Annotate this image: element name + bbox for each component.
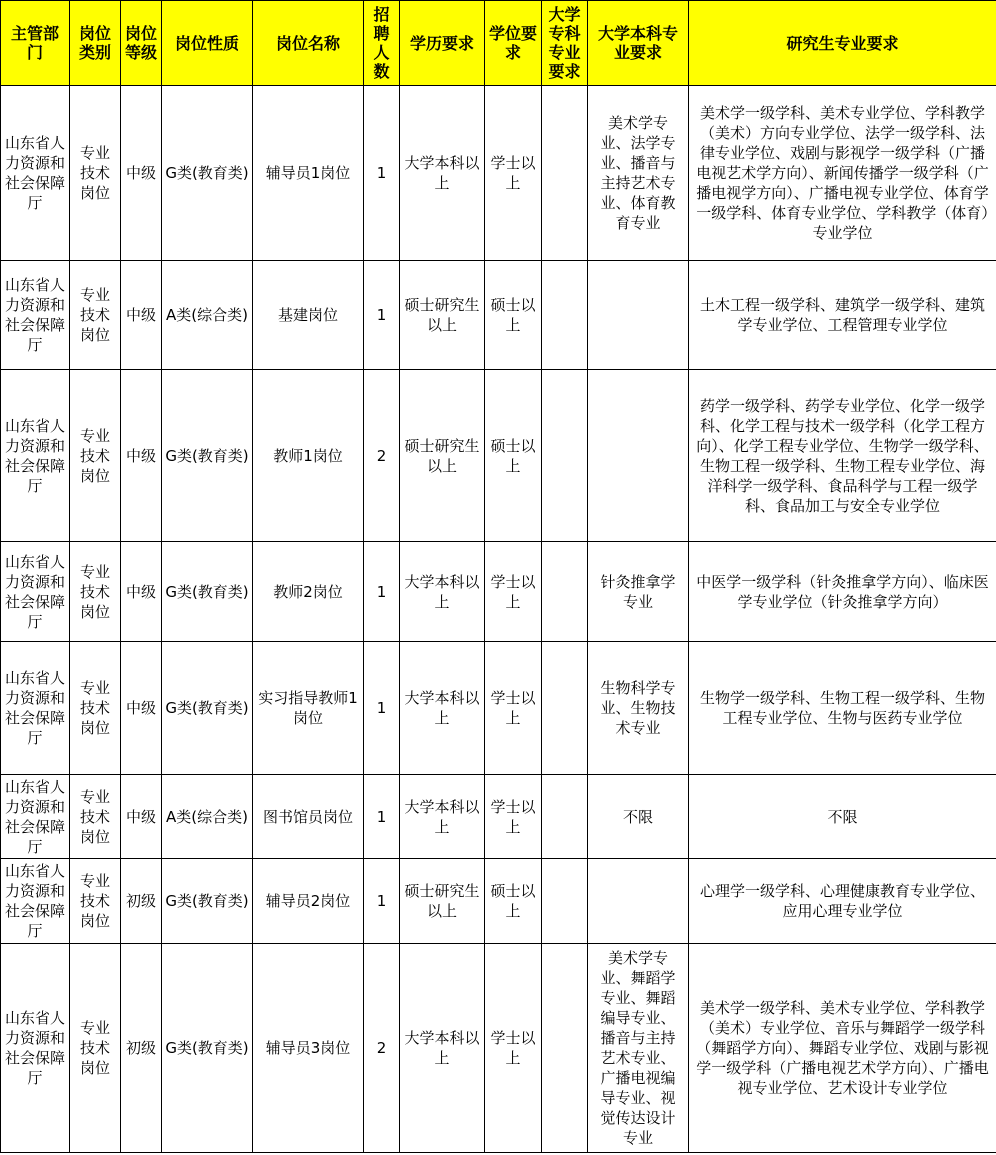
cell-category: 专业技术岗位 xyxy=(70,775,121,859)
cell-name: 基建岗位 xyxy=(253,261,364,370)
cell-category: 专业技术岗位 xyxy=(70,86,121,261)
cell-education: 大学本科以上 xyxy=(400,642,485,775)
cell-junior-major xyxy=(542,370,588,542)
cell-nature: G类(教育类) xyxy=(162,370,253,542)
header-level: 岗位等级 xyxy=(121,1,162,86)
cell-level: 中级 xyxy=(121,775,162,859)
cell-junior-major xyxy=(542,775,588,859)
cell-name: 图书馆员岗位 xyxy=(253,775,364,859)
cell-category: 专业技术岗位 xyxy=(70,370,121,542)
cell-name: 辅导员2岗位 xyxy=(253,859,364,944)
header-count: 招聘人数 xyxy=(364,1,400,86)
cell-nature: G类(教育类) xyxy=(162,859,253,944)
table-row xyxy=(1,370,996,542)
cell-education: 硕士研究生以上 xyxy=(400,859,485,944)
cell-graduate-major: 美术学一级学科、美术专业学位、学科教学（美术）专业学位、音乐与舞蹈学一级学科（舞蹈学方向）、舞蹈专业学位、戏剧与影视学一级学科（广播电视艺术学方向）、广播电视专业学位、艺术设计专业学位 xyxy=(689,944,996,1153)
cell-level: 中级 xyxy=(121,86,162,261)
cell-bachelor-major xyxy=(588,261,689,370)
cell-level: 中级 xyxy=(121,642,162,775)
cell-count: 1 xyxy=(364,86,400,261)
table-row xyxy=(1,775,996,859)
header-name: 岗位名称 xyxy=(253,1,364,86)
table-row xyxy=(1,542,996,642)
cell-name: 辅导员3岗位 xyxy=(253,944,364,1153)
cell-graduate-major: 不限 xyxy=(689,775,996,859)
cell-junior-major xyxy=(542,86,588,261)
cell-education: 硕士研究生以上 xyxy=(400,370,485,542)
cell-junior-major xyxy=(542,642,588,775)
header-education: 学历要求 xyxy=(400,1,485,86)
cell-bachelor-major xyxy=(588,859,689,944)
cell-dept: 山东省人力资源和社会保障厅 xyxy=(1,261,70,370)
cell-count: 1 xyxy=(364,542,400,642)
cell-degree: 硕士以上 xyxy=(485,859,542,944)
cell-bachelor-major: 不限 xyxy=(588,775,689,859)
cell-level: 中级 xyxy=(121,261,162,370)
cell-education: 大学本科以上 xyxy=(400,86,485,261)
cell-graduate-major: 中医学一级学科（针灸推拿学方向）、临床医学专业学位（针灸推拿学方向） xyxy=(689,542,996,642)
cell-dept: 山东省人力资源和社会保障厅 xyxy=(1,370,70,542)
cell-degree: 学士以上 xyxy=(485,542,542,642)
header-junior-major: 大学专科专业要求 xyxy=(542,1,588,86)
header-row xyxy=(1,1,996,86)
cell-degree: 学士以上 xyxy=(485,642,542,775)
cell-category: 专业技术岗位 xyxy=(70,944,121,1153)
cell-name: 实习指导教师1岗位 xyxy=(253,642,364,775)
cell-graduate-major: 心理学一级学科、心理健康教育专业学位、应用心理专业学位 xyxy=(689,859,996,944)
table-row xyxy=(1,261,996,370)
header-category: 岗位类别 xyxy=(70,1,121,86)
cell-nature: G类(教育类) xyxy=(162,944,253,1153)
cell-education: 硕士研究生以上 xyxy=(400,261,485,370)
header-graduate-major: 研究生专业要求 xyxy=(689,1,996,86)
cell-level: 中级 xyxy=(121,370,162,542)
header-degree: 学位要求 xyxy=(485,1,542,86)
cell-name: 辅导员1岗位 xyxy=(253,86,364,261)
cell-degree: 硕士以上 xyxy=(485,261,542,370)
cell-bachelor-major xyxy=(588,370,689,542)
cell-graduate-major: 药学一级学科、药学专业学位、化学一级学科、化学工程与技术一级学科（化学工程方向）、化学工程专业学位、生物学一级学科、生物工程一级学科、生物工程专业学位、海洋科学一级学科、食品科学与工程一级学科、食品加工与安全专业学位 xyxy=(689,370,996,542)
cell-degree: 硕士以上 xyxy=(485,370,542,542)
cell-category: 专业技术岗位 xyxy=(70,859,121,944)
cell-nature: A类(综合类) xyxy=(162,261,253,370)
cell-graduate-major: 美术学一级学科、美术专业学位、学科教学（美术）方向专业学位、法学一级学科、法律专业学位、戏剧与影视学一级学科（广播电视艺术学方向）、新闻传播学一级学科（广播电视学方向）、广播电视专业学位、体育学一级学科、体育专业学位、学科教学（体育）专业学位 xyxy=(689,86,996,261)
cell-junior-major xyxy=(542,261,588,370)
cell-dept: 山东省人力资源和社会保障厅 xyxy=(1,775,70,859)
cell-name: 教师2岗位 xyxy=(253,542,364,642)
cell-dept: 山东省人力资源和社会保障厅 xyxy=(1,859,70,944)
cell-count: 1 xyxy=(364,642,400,775)
table-row xyxy=(1,642,996,775)
table-row xyxy=(1,944,996,1153)
cell-count: 1 xyxy=(364,775,400,859)
cell-level: 初级 xyxy=(121,859,162,944)
cell-nature: A类(综合类) xyxy=(162,775,253,859)
table-row xyxy=(1,859,996,944)
cell-junior-major xyxy=(542,944,588,1153)
cell-graduate-major: 生物学一级学科、生物工程一级学科、生物工程专业学位、生物与医药专业学位 xyxy=(689,642,996,775)
cell-level: 中级 xyxy=(121,542,162,642)
header-bachelor-major: 大学本科专业要求 xyxy=(588,1,689,86)
cell-bachelor-major: 生物科学专业、生物技术专业 xyxy=(588,642,689,775)
header-dept: 主管部门 xyxy=(1,1,70,86)
cell-graduate-major: 土木工程一级学科、建筑学一级学科、建筑学专业学位、工程管理专业学位 xyxy=(689,261,996,370)
cell-bachelor-major: 针灸推拿学专业 xyxy=(588,542,689,642)
cell-dept: 山东省人力资源和社会保障厅 xyxy=(1,944,70,1153)
cell-degree: 学士以上 xyxy=(485,775,542,859)
cell-education: 大学本科以上 xyxy=(400,542,485,642)
cell-category: 专业技术岗位 xyxy=(70,261,121,370)
cell-education: 大学本科以上 xyxy=(400,944,485,1153)
cell-education: 大学本科以上 xyxy=(400,775,485,859)
header-nature: 岗位性质 xyxy=(162,1,253,86)
cell-dept: 山东省人力资源和社会保障厅 xyxy=(1,86,70,261)
cell-count: 1 xyxy=(364,261,400,370)
cell-nature: G类(教育类) xyxy=(162,86,253,261)
cell-level: 初级 xyxy=(121,944,162,1153)
cell-nature: G类(教育类) xyxy=(162,642,253,775)
cell-category: 专业技术岗位 xyxy=(70,542,121,642)
cell-dept: 山东省人力资源和社会保障厅 xyxy=(1,542,70,642)
cell-count: 1 xyxy=(364,859,400,944)
cell-degree: 学士以上 xyxy=(485,86,542,261)
cell-bachelor-major: 美术学专业、舞蹈学专业、舞蹈编导专业、播音与主持艺术专业、广播电视编导专业、视觉传达设计专业 xyxy=(588,944,689,1153)
cell-category: 专业技术岗位 xyxy=(70,642,121,775)
table-row xyxy=(1,86,996,261)
cell-junior-major xyxy=(542,859,588,944)
cell-junior-major xyxy=(542,542,588,642)
cell-name: 教师1岗位 xyxy=(253,370,364,542)
cell-nature: G类(教育类) xyxy=(162,542,253,642)
cell-count: 2 xyxy=(364,370,400,542)
cell-degree: 学士以上 xyxy=(485,944,542,1153)
cell-count: 2 xyxy=(364,944,400,1153)
cell-dept: 山东省人力资源和社会保障厅 xyxy=(1,642,70,775)
cell-bachelor-major: 美术学专业、法学专业、播音与主持艺术专业、体育教育专业 xyxy=(588,86,689,261)
